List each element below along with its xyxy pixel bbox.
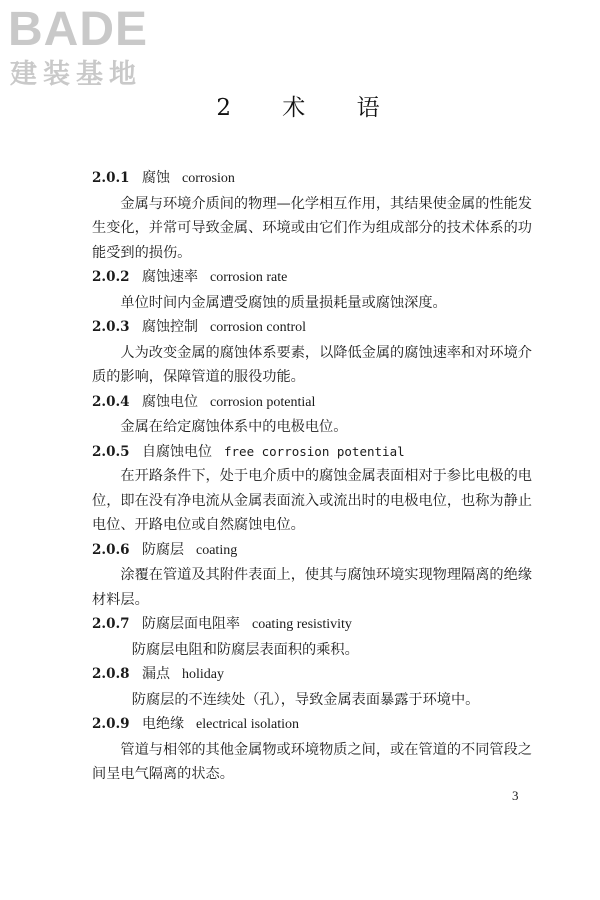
term-item — [92, 390, 532, 440]
term-item — [92, 440, 532, 538]
term-number: 2.0.8 — [92, 666, 130, 682]
term-number: 2.0.9 — [92, 716, 130, 732]
term-heading — [92, 662, 532, 688]
term-heading — [92, 440, 532, 465]
bade-logo — [8, 2, 178, 98]
term-item — [92, 265, 532, 315]
term-english: corrosion control — [210, 320, 307, 335]
term-heading — [92, 712, 532, 738]
term-item — [92, 315, 532, 390]
term-english: coating resistivity — [252, 617, 352, 632]
logo-subtitle: 建装基地 — [10, 59, 142, 90]
term-english: corrosion potential — [210, 394, 316, 410]
term-chinese: 腐蚀控制 — [142, 319, 198, 335]
term-definition: 在开路条件下，处于电介质中的腐蚀金属表面相对于参比电极的电位，即在没有净电流从金属表面流入或流出时的电极电位，也称为静止电位、开路电位或自然腐蚀电位。 — [92, 468, 532, 533]
term-definition: 防腐层电阻和防腐层表面积的乘积。 — [131, 641, 359, 658]
term-definition: 金属与环境介质间的物理—化学相互作用，其结果使金属的性能发生变化，并常可导致金属、环境或由它们作为组成部分的技术体系的功能受到的损伤。 — [92, 195, 532, 261]
term-heading — [92, 315, 532, 341]
term-number: 2.0.3 — [92, 319, 130, 335]
logo-word: BADE — [8, 3, 149, 56]
term-number: 2.0.5 — [92, 443, 130, 460]
term-english: corrosion rate — [210, 270, 288, 285]
term-definition: 管道与相邻的其他金属物或环境物质之间，或在管道的不同管段之间呈电气隔离的状态。 — [92, 741, 532, 782]
term-number: 2.0.6 — [92, 541, 130, 558]
term-chinese: 腐蚀速率 — [142, 269, 198, 285]
term-chinese: 防腐层 — [142, 541, 184, 558]
term-heading — [92, 538, 532, 564]
chapter-title: 2 术 语 — [216, 95, 402, 121]
term-definition: 防腐层的不连续处（孔），导致金属表面暴露于环境中。 — [131, 691, 480, 708]
term-definition: 单位时间内金属遭受腐蚀的质量损耗量或腐蚀深度。 — [120, 294, 447, 311]
term-item — [92, 612, 532, 662]
term-heading — [92, 612, 532, 638]
page-number: 3 — [512, 788, 519, 803]
term-english: electrical isolation — [196, 717, 300, 732]
term-chinese: 自腐蚀电位 — [142, 443, 212, 460]
term-item — [92, 712, 532, 787]
term-definition: 金属在给定腐蚀体系中的电极电位。 — [120, 419, 348, 435]
term-english: coating — [196, 542, 238, 558]
term-heading — [92, 166, 532, 192]
term-heading — [92, 265, 532, 291]
term-number: 2.0.4 — [92, 393, 130, 410]
term-chinese: 腐蚀电位 — [142, 393, 198, 410]
term-definition: 人为改变金属的腐蚀体系要素，以降低金属的腐蚀速率和对环境介质的影响，保障管道的服役功能。 — [92, 344, 532, 385]
term-item — [92, 166, 532, 265]
term-english: holiday — [182, 667, 224, 682]
term-chinese: 电绝缘 — [142, 716, 184, 732]
term-english: free corrosion potential — [224, 443, 405, 459]
term-number: 2.0.2 — [92, 269, 130, 285]
term-item — [92, 538, 532, 613]
term-chinese: 漏点 — [142, 666, 170, 682]
term-item — [92, 662, 532, 712]
term-number: 2.0.1 — [92, 170, 130, 186]
term-number: 2.0.7 — [92, 616, 130, 632]
term-heading — [92, 390, 532, 416]
term-chinese: 防腐层面电阻率 — [142, 616, 240, 632]
term-english: corrosion — [182, 171, 235, 186]
term-chinese: 腐蚀 — [142, 170, 170, 186]
term-definition: 涂覆在管道及其附件表面上，使其与腐蚀环境实现物理隔离的绝缘材料层。 — [92, 567, 532, 608]
terms-list — [92, 166, 532, 787]
